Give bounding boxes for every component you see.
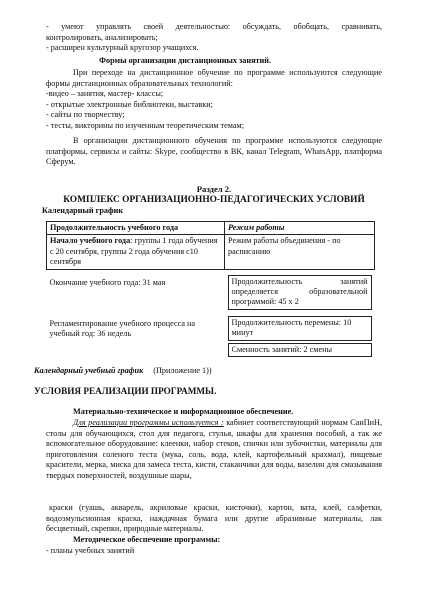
- table-header-duration: Продолжительность учебного года: [47, 222, 225, 235]
- mto-paragraph-2: краски (гуашь, акварель, акриловые краски, кисточки), картон, вата, клей, салфетки, водоэмульсионная краска, наждачная бумага или другие абразивные материалы, лак бесцветный, скрепки, природные материалы.: [46, 503, 382, 534]
- calendar-schedule-line: [34, 366, 370, 377]
- list-item: - открытые электронные библиотеки, выставки;: [46, 99, 213, 109]
- forms-list: [46, 89, 382, 131]
- mto-heading: Материально-техническое и информационное обеспечение.: [73, 407, 294, 416]
- platforms-paragraph: В организации дистанционного обучения по программе используются следующие платформы, сервисы и сайты: Skype, сообщество в ВК, канал Telegram, WhatsApp, платформа Сферум.: [46, 136, 382, 167]
- list-item: - тесты, викторины по изученным теоретическим темам;: [46, 120, 244, 130]
- forms-paragraph: При переходе на дистанционное обучение по программе используются следующие формы дистанционных образовательных технологий:: [46, 68, 382, 88]
- calendar-schedule-note: (Приложение 1)): [153, 366, 212, 375]
- table-cell-duration: Продолжительность занятий определяется образовательной программой: 45 х 2: [228, 275, 372, 310]
- conditions-heading: УСЛОВИЯ РЕАЛИЗАЦИИ ПРОГРАММЫ.: [34, 386, 217, 396]
- intro-line: - умеют управлять своей деятельностью: обсуждать, обобщать, сравнивать,: [46, 22, 382, 31]
- list-item: -видео – занятия, мастер- классы;: [46, 89, 164, 98]
- intro-bullets: [46, 22, 382, 54]
- table-cell-break: Продолжительность перемены: 10 минут: [228, 316, 372, 341]
- start-label: Начало учебного года: [50, 236, 131, 246]
- mto-lead: Для реализации программы используется :: [73, 418, 224, 427]
- table-cell-end-year: Окончание учебного года: 31 мая: [49, 277, 166, 287]
- table-cell-shifts: Сменность занятий: 2 смены: [228, 343, 372, 357]
- table-cell-work-mode: Режим работы объединения - по расписанию: [225, 235, 375, 269]
- calendar-schedule-label: Календарный учебный график: [34, 366, 144, 375]
- forms-heading: Формы организации дистанционных занятий.: [99, 56, 272, 65]
- mto-text: кабинет соответствующий нормам СанПиН, столы для обучающихся, стол для педагога, стулья, шкафы для хранения пособий, а так же вспомогательное оборудование: клеенки, набор стеков, спички или зубочистки, материалы для приготовления соленого теста (мука, соль, вода, клей, картофельный крахмал), пищевые красители, мерка, миска для замеса теста, кисти, стаканчики для воды, вазелин для смазывания твердых поверхностей, воздушные шары,: [46, 418, 382, 480]
- intro-line: контролировать, анализировать;: [46, 32, 158, 42]
- calendar-subtitle: Календарный график: [42, 206, 124, 215]
- method-heading: Методическое обеспечение программы:: [73, 535, 221, 544]
- method-item: - планы учебных занятий: [46, 546, 135, 555]
- table-header-mode: Режим работы: [225, 222, 375, 235]
- list-item: - сайты по творчеству;: [46, 110, 125, 120]
- table-cell-regulation: Регламентирование учебного процесса на учебный год: 36 недель: [49, 318, 196, 339]
- intro-line: - расширен культурный кругозор учащихся.: [46, 43, 199, 53]
- schedule-table: [46, 221, 375, 358]
- table-cell-start: [47, 235, 225, 269]
- mto-paragraph: [46, 418, 382, 482]
- section-number: Раздел 2.: [196, 184, 232, 194]
- section-title: КОМПЛЕКС ОРГАНИЗАЦИОННО-ПЕДАГОГИЧЕСКИХ УСЛОВИЙ: [63, 195, 365, 205]
- start-text: : группы 1 года обучения с 20 сентября, группы 2 года обучения с10 сентября: [50, 236, 218, 267]
